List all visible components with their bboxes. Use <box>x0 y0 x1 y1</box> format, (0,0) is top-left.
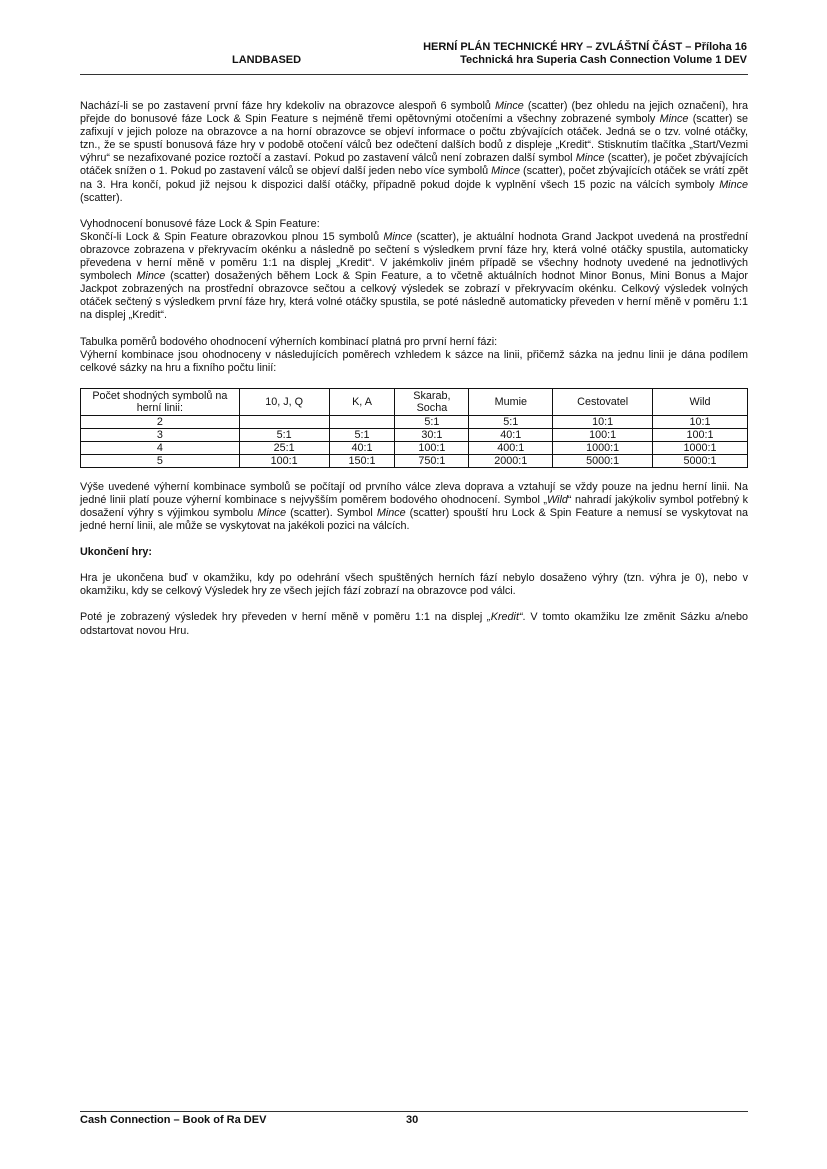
table-cell: 100:1 <box>653 428 748 441</box>
table-cell: 40:1 <box>329 441 395 454</box>
table-cell: 100:1 <box>553 428 653 441</box>
table-cell: 100:1 <box>395 441 469 454</box>
header-cell: K, A <box>329 388 395 415</box>
header-left: LANDBASED <box>232 54 302 66</box>
table-cell: 40:1 <box>469 428 553 441</box>
section-title-game-end: Ukončení hry: <box>80 546 152 559</box>
table-row <box>81 415 748 428</box>
footer-rule <box>80 1111 748 1112</box>
table-cell: 2000:1 <box>469 454 553 467</box>
table-cell: 750:1 <box>395 454 469 467</box>
header-cell: 10, J, Q <box>239 388 329 415</box>
table-cell: 10:1 <box>653 415 748 428</box>
table-cell: 30:1 <box>395 428 469 441</box>
header-cell: Wild <box>653 388 748 415</box>
table-cell <box>329 415 395 428</box>
table-cell: 5:1 <box>469 415 553 428</box>
table-cell: 2 <box>81 415 240 428</box>
bonus-evaluation-title: Vyhodnocení bonusové fáze Lock & Spin Feature: <box>80 217 320 230</box>
paragraph-lock-spin-trigger: Nachází-li se po zastavení první fáze hry kdekoliv na obrazovce alespoň 6 symbolů Mince (scatter) (bez ohledu na jejich označení), hra přejde do bonusové fáze Lock & Spin Feature s nejméně třemi opětovnými otočeními a všechny zobrazené symboly Mince (scatter) se zafixují v jejich poloze na obrazovce a na horní obrazovce se objeví informace o počtu zbývajících otáček. Jedná se o tzv. volné otáčky, tzn., že se spustí bonusová fáze hry v podobě otočení válců bez odečtení dalších bodů z displeje „Kredit“. Stisknutím tlačítka „Start/Vezmi výhru“ se nezafixované pozice roztočí a zastaví. Pokud po zastavení válců není zobrazen další symbol Mince (scatter), je počet zbývajících otáček snížen o 1. Pokud po zastavení válců se objeví další jeden nebo více symbolů Mince (scatter), počet zbývajících otáček se vrátí zpět na 3. Hra končí, pokud již nejsou k dispozici další otáčky, případně pokud dojde k vyplnění všech 15 pozic na válcích symboly Mince (scatter). <box>80 100 749 204</box>
header-right <box>423 41 747 67</box>
table-cell <box>239 415 329 428</box>
header-cell: Počet shodných symbolů na herní linii: <box>81 388 240 415</box>
table-cell: 25:1 <box>239 441 329 454</box>
table-row <box>81 441 748 454</box>
table-cell: 10:1 <box>553 415 653 428</box>
page-number: 30 <box>406 1114 419 1126</box>
header-cell: Skarab, Socha <box>395 388 469 415</box>
paragraph-combination-rules: Výše uvedené výherní kombinace symbolů se počítají od prvního válce zleva doprava a vztahují se vždy pouze na jednu herní linii. Na jedné linii platí pouze výherní kombinace s nejvyšším poměrem bodového ohodnocení. Symbol „Wild“ nahradí jakýkoliv symbol potřebný k dosažení výhry s výjimkou symbolu Mince (scatter). Symbol Mince (scatter) spouští hru Lock & Spin Feature a nemusí se vyskytovat na jedné herní linii, ale může se vyskytovat na jakékoli pozici na válcích. <box>80 480 748 533</box>
table-cell: 5000:1 <box>553 454 653 467</box>
header-title: HERNÍ PLÁN TECHNICKÉ HRY – ZVLÁŠTNÍ ČÁST – Příloha 16 <box>423 41 747 53</box>
paytable-header-row <box>81 388 748 415</box>
table-cell: 1000:1 <box>553 441 653 454</box>
table-cell: 5 <box>81 454 240 467</box>
table-cell: 1000:1 <box>653 441 748 454</box>
paragraph-paytable-intro: Výherní kombinace jsou ohodnoceny v následujících poměrech vzhledem k sázce na linii, přičemž sázka na jednu linii je dána podílem celkové sázky na hru a fixního počtu linií: <box>80 348 748 374</box>
table-cell: 5:1 <box>395 415 469 428</box>
table-row <box>81 428 748 441</box>
table-cell: 5:1 <box>239 428 329 441</box>
document-body <box>80 100 748 651</box>
header-subtitle: Technická hra Superia Cash Connection Volume 1 DEV <box>460 54 747 66</box>
header-cell: Mumie <box>469 388 553 415</box>
table-cell: 150:1 <box>329 454 395 467</box>
table-row <box>81 454 748 467</box>
paragraph-bonus-evaluation: Skončí-li Lock & Spin Feature obrazovkou plnou 15 symbolů Mince (scatter), je aktuální hodnota Grand Jackpot uvedená na prostřední obrazovce zobrazena v překryvacím okénku a následně po sečtení s výsledkem první fáze hry, která volné otáčky spustila, automaticky převedena v herní měně v poměru 1:1 na displej „Kredit“. V jakémkoliv jiném případě se všechny hodnoty uvedené na jednotlivých symbolech Mince (scatter) dosažených během Lock & Spin Feature, a to včetně aktuálních hodnot Minor Bonus, Mini Bonus a Major Jackpot zobrazených na prostřední obrazovce sečtou a celkový výsledek se zobrazí v překryvacím okénku. Celkový výsledek volných otáček sečtený s výsledkem první fáze hry, která volné otáčky spustila, se poté následně automaticky převeden v herní měně v poměru 1:1 na displej „Kredit“. <box>80 230 749 322</box>
table-cell: 4 <box>81 441 240 454</box>
table-cell: 100:1 <box>239 454 329 467</box>
table-cell: 5000:1 <box>653 454 748 467</box>
table-cell: 400:1 <box>469 441 553 454</box>
paytable <box>80 388 748 468</box>
paragraph-result-transfer: Poté je zobrazený výsledek hry převeden v herní měně v poměru 1:1 na displej „Kredit“. V tomto okamžiku lze změnit Sázku a/nebo odstartovat novou Hru. <box>80 611 748 637</box>
header-cell: Cestovatel <box>553 388 653 415</box>
paytable-title: Tabulka poměrů bodového ohodnocení výherních kombinací platná pro první herní fázi: <box>80 335 498 348</box>
table-cell: 3 <box>81 428 240 441</box>
paragraph-game-end: Hra je ukončena buď v okamžiku, kdy po odehrání všech spuštěných herních fází nebylo dosaženo výhry (tzn. výhra je 0), nebo v okamžiku, kdy se celkový Výsledek hry ze všech jejích fází zobrazí na obrazovce pod válci. <box>80 572 748 598</box>
footer-title: Cash Connection – Book of Ra DEV <box>80 1114 267 1126</box>
header-rule <box>80 74 748 75</box>
table-cell: 5:1 <box>329 428 395 441</box>
